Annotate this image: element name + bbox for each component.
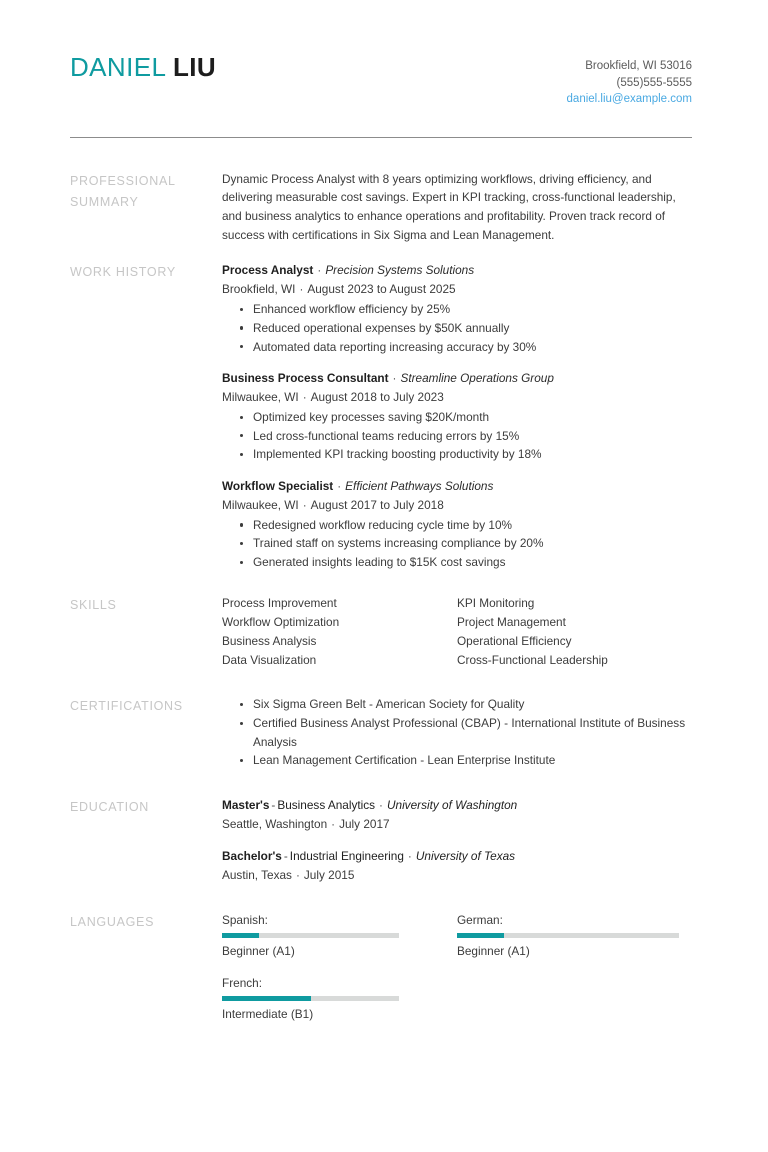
certification-list	[222, 695, 692, 769]
job-dates: August 2018 to July 2023	[310, 390, 444, 405]
resume-header	[70, 52, 692, 108]
job-title-line	[222, 477, 692, 496]
education-field: Business Analytics	[277, 797, 376, 812]
education-separator: ·	[379, 797, 383, 812]
first-name: DANIEL	[70, 52, 166, 82]
education-entry	[222, 796, 692, 834]
section-languages	[70, 911, 692, 1037]
language-proficiency-bar	[222, 933, 399, 938]
education-entry	[222, 847, 692, 885]
job-meta-separator: ·	[299, 282, 304, 297]
job-meta-line	[222, 280, 692, 299]
section-label-skills: SKILLS	[70, 597, 117, 612]
language-proficiency-fill	[457, 933, 504, 938]
language-level: Beginner (A1)	[222, 943, 295, 958]
section-label-work-history: WORK HISTORY	[70, 265, 176, 280]
skill-item: KPI Monitoring	[457, 595, 535, 610]
job-company: Streamline Operations Group	[400, 371, 554, 386]
job-meta-separator: ·	[302, 497, 307, 512]
language-item	[222, 974, 457, 1023]
section-label-summary: PROFESSIONAL SUMMARY	[70, 173, 176, 209]
job-bullet: Trained staff on systems increasing compliance by 20%	[222, 534, 692, 553]
education-field: Industrial Engineering	[289, 848, 404, 863]
job-title-line	[222, 369, 692, 388]
job-meta-line	[222, 496, 692, 515]
education-degree-line	[222, 847, 692, 866]
skill-item: Process Improvement	[222, 595, 337, 610]
job-dates: August 2017 to July 2018	[310, 497, 444, 512]
education-meta-separator: ·	[331, 816, 336, 831]
job-title: Workflow Specialist	[222, 478, 334, 493]
language-name: Spanish:	[222, 912, 268, 927]
job-bullet: Automated data reporting increasing accuracy by 30%	[222, 338, 692, 357]
language-name: German:	[457, 912, 503, 927]
section-label-languages: LANGUAGES	[70, 914, 155, 929]
job-company: Efficient Pathways Solutions	[345, 478, 494, 493]
education-meta-line	[222, 866, 692, 885]
education-location: Austin, Texas	[222, 867, 292, 882]
job-bullet: Reduced operational expenses by $50K annually	[222, 319, 692, 338]
job-entry	[222, 369, 692, 464]
education-school: University of Washington	[386, 797, 518, 812]
education-separator: ·	[407, 848, 412, 863]
language-grid	[222, 911, 692, 1037]
job-location: Brookfield, WI	[222, 282, 296, 297]
job-bullet-list	[222, 300, 692, 356]
job-company: Precision Systems Solutions	[325, 263, 475, 278]
job-title: Process Analyst	[222, 263, 314, 278]
certification-item: Six Sigma Green Belt - American Society for Quality	[222, 695, 692, 714]
language-proficiency-fill	[222, 933, 259, 938]
section-professional-summary	[70, 170, 692, 245]
section-body-work-history	[222, 261, 692, 571]
skill-item: Workflow Optimization	[222, 614, 340, 629]
job-meta-separator: ·	[302, 390, 307, 405]
education-location: Seattle, Washington	[222, 816, 328, 831]
contact-email[interactable]: daniel.liu@example.com	[566, 93, 692, 105]
section-label-certifications: CERTIFICATIONS	[70, 699, 183, 714]
language-level: Intermediate (B1)	[222, 1006, 314, 1021]
section-body-summary	[222, 170, 692, 245]
language-level: Beginner (A1)	[457, 943, 530, 958]
section-body-languages	[222, 911, 692, 1037]
job-bullet: Redesigned workflow reducing cycle time by 10%	[222, 516, 692, 535]
education-dash: -	[283, 848, 288, 863]
job-bullet: Generated insights leading to $15K cost savings	[222, 553, 692, 572]
education-degree-line	[222, 796, 692, 815]
language-proficiency-bar	[222, 996, 399, 1001]
skills-column-right	[457, 594, 692, 671]
education-degree: Bachelor's	[222, 848, 282, 863]
section-label-education: EDUCATION	[70, 799, 149, 814]
language-proficiency-fill	[222, 996, 311, 1001]
job-entry	[222, 261, 692, 356]
skills-column-left	[222, 594, 457, 671]
job-location: Milwaukee, WI	[222, 390, 299, 405]
candidate-name	[70, 52, 216, 82]
job-bullet: Optimized key processes saving $20K/month	[222, 408, 692, 427]
section-certifications	[70, 695, 692, 769]
education-date: July 2017	[339, 816, 390, 831]
education-degree: Master's	[222, 797, 270, 812]
contact-phone[interactable]: (555)555-5555	[616, 76, 692, 89]
job-bullet-list	[222, 516, 692, 572]
certification-item: Lean Management Certification - Lean Enterprise Institute	[222, 751, 692, 770]
job-location: Milwaukee, WI	[222, 497, 299, 512]
skill-item: Operational Efficiency	[457, 634, 572, 649]
section-body-skills	[222, 594, 692, 671]
language-name: French:	[222, 975, 262, 990]
contact-block	[567, 52, 692, 108]
job-bullet-list	[222, 408, 692, 464]
skill-item: Business Analysis	[222, 634, 317, 649]
job-title-line	[222, 261, 692, 280]
certification-item: Certified Business Analyst Professional (CBAP) - International Institute of Business Analysis	[222, 714, 692, 751]
section-body-certifications	[222, 695, 692, 769]
last-name: LIU	[172, 52, 217, 82]
education-dash: -	[271, 797, 276, 812]
section-body-education	[222, 796, 692, 885]
job-dates: August 2023 to August 2025	[307, 282, 456, 297]
skill-item: Cross-Functional Leadership	[457, 653, 608, 668]
job-title: Business Process Consultant	[222, 371, 389, 386]
section-skills	[70, 594, 692, 671]
summary-text: Dynamic Process Analyst with 8 years optimizing workflows, driving efficiency, and delivering measurable cost savings. Expert in KPI tracking, cross-functional leadership, and business analytics to enhance operations and profitability. Proven track record of success with certifications in Six Sigma and Lean Management.	[222, 171, 676, 242]
education-meta-separator: ·	[295, 867, 300, 882]
education-date: July 2015	[303, 867, 355, 882]
job-entry	[222, 477, 692, 572]
job-separator: ·	[337, 478, 342, 493]
section-education	[70, 796, 692, 885]
language-proficiency-bar	[457, 933, 679, 938]
job-bullet: Led cross-functional teams reducing errors by 15%	[222, 427, 692, 446]
education-meta-line	[222, 815, 692, 834]
language-item	[457, 911, 692, 960]
section-work-history	[70, 261, 692, 571]
skills-columns	[222, 594, 692, 671]
job-bullet: Enhanced workflow efficiency by 25%	[222, 300, 692, 319]
job-separator: ·	[392, 371, 397, 386]
skill-item: Data Visualization	[222, 653, 317, 668]
job-meta-line	[222, 388, 692, 407]
job-separator: ·	[317, 263, 322, 278]
header-divider	[70, 137, 692, 138]
contact-location: Brookfield, WI 53016	[585, 60, 692, 72]
skill-item: Project Management	[457, 614, 566, 629]
education-school: University of Texas	[415, 848, 516, 863]
language-item	[222, 911, 457, 960]
resume-content	[70, 52, 692, 1037]
job-bullet: Implemented KPI tracking boosting productivity by 18%	[222, 445, 692, 464]
